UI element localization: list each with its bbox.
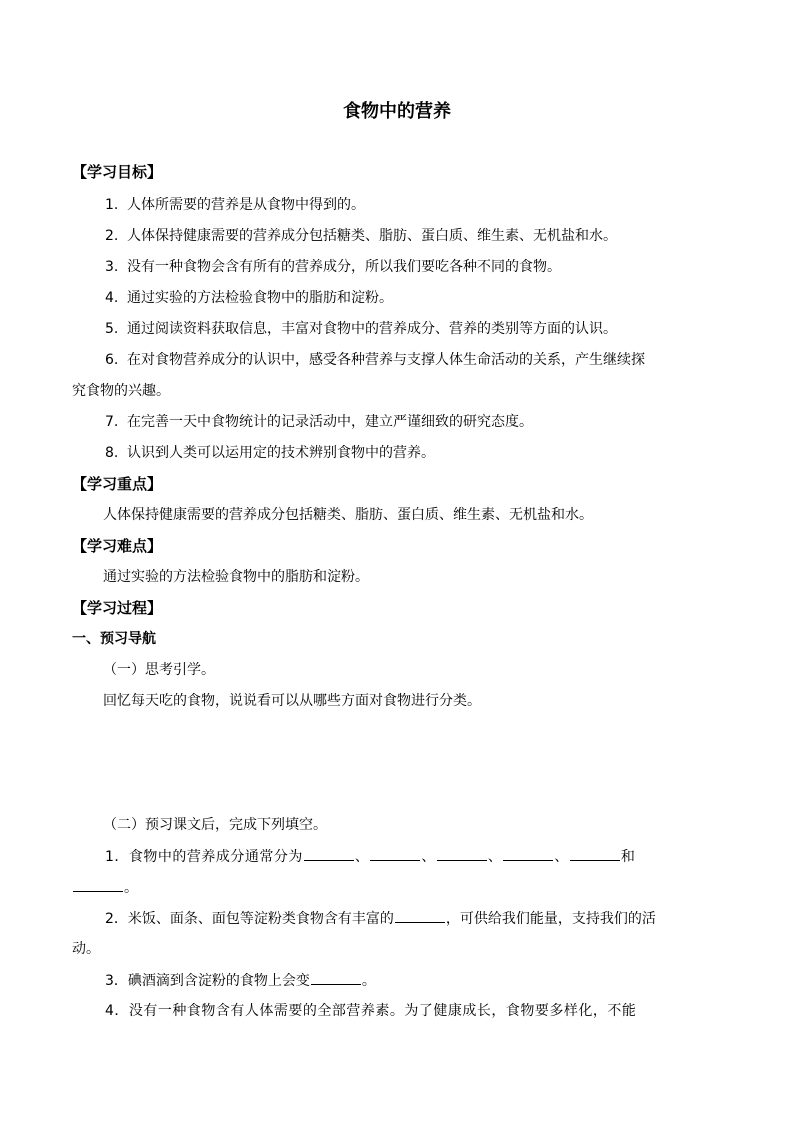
objective-item <box>105 443 435 463</box>
separator: 、 <box>554 849 569 865</box>
objective-text: 认识到人类可以运用定的技术辨别食物中的营养。 <box>127 445 435 461</box>
question-number: 1． <box>105 849 129 865</box>
sentence-end: 。 <box>361 973 376 989</box>
answer-blank[interactable] <box>311 970 361 985</box>
objective-number: 1. <box>105 197 119 213</box>
objectives-heading: 【学习目标】 <box>72 163 163 181</box>
objective-number: 2. <box>105 228 119 244</box>
separator: 、 <box>421 849 436 865</box>
subsection-text: 回忆每天吃的食物，说说看可以从哪些方面对食物进行分类。 <box>103 693 481 709</box>
question-text: 碘酒滴到含淀粉的食物上会变 <box>127 973 310 989</box>
key-points-heading: 【学习重点】 <box>72 475 163 493</box>
answer-blank[interactable] <box>570 846 620 861</box>
objective-text: 没有一种食物会含有所有的营养成分，所以我们要吃各种不同的食物。 <box>127 259 561 275</box>
answer-blank[interactable] <box>395 908 445 923</box>
answer-blank[interactable] <box>304 846 354 861</box>
difficulties-heading: 【学习难点】 <box>72 537 163 555</box>
answer-blank[interactable] <box>370 846 420 861</box>
objective-item <box>105 288 393 308</box>
question-3 <box>105 970 376 991</box>
answer-blank[interactable] <box>73 877 123 892</box>
objective-item <box>105 412 533 432</box>
question-text: 食物中的营养成分通常分为 <box>128 849 303 865</box>
question-text: 米饭、面条、面包等淀粉类食物含有丰富的 <box>127 911 394 927</box>
question-text: 没有一种食物含有人体需要的全部营养素。为了健康成长，食物要多样化，不能 <box>128 1003 637 1019</box>
difficulties-text: 通过实验的方法检验食物中的脂肪和淀粉。 <box>103 569 369 585</box>
separator: 、 <box>354 849 370 865</box>
key-points-text: 人体保持健康需要的营养成分包括糖类、脂肪、蛋白质、维生素、无机盐和水。 <box>103 507 593 523</box>
objective-item <box>105 350 645 370</box>
objective-number: 4. <box>105 290 119 306</box>
objective-number: 5. <box>105 321 119 337</box>
objective-item <box>105 257 561 277</box>
question-4 <box>105 1001 636 1021</box>
question-text: ，可供给我们能量，支持我们的活 <box>445 911 656 927</box>
subsection-heading: （一）思考引学。 <box>103 662 215 678</box>
objective-text: 人体保持健康需要的营养成分包括糖类、脂肪、蛋白质、维生素、无机盐和水。 <box>127 228 617 244</box>
page-title: 食物中的营养 <box>343 101 451 122</box>
process-heading: 【学习过程】 <box>72 599 163 617</box>
question-1 <box>105 846 635 867</box>
objective-item <box>105 195 365 215</box>
objective-item <box>105 226 617 246</box>
objective-number: 7. <box>105 414 119 430</box>
question-number: 4． <box>105 1003 129 1019</box>
sentence-end: 。 <box>124 880 138 896</box>
objective-text: 人体所需要的营养是从食物中得到的。 <box>127 197 365 213</box>
subsection-heading: （二）预习课文后，完成下列填空。 <box>103 817 327 833</box>
question-2 <box>105 908 656 929</box>
question-number: 2． <box>105 911 128 927</box>
answer-blank[interactable] <box>503 846 553 861</box>
objective-number: 3. <box>105 259 119 275</box>
answer-blank[interactable] <box>437 846 487 861</box>
objective-item <box>105 319 617 339</box>
section-heading: 一、预习导航 <box>72 631 156 647</box>
objective-text: 在对食物营养成分的认识中，感受各种营养与支撑人体生命活动的关系，产生继续探 <box>127 352 645 368</box>
question-number: 3． <box>105 973 128 989</box>
conjunction: 和 <box>620 849 636 865</box>
objective-text: 通过实验的方法检验食物中的脂肪和淀粉。 <box>127 290 393 306</box>
separator: 、 <box>487 849 503 865</box>
objective-number: 6. <box>105 352 119 368</box>
question-1-continuation <box>72 877 138 898</box>
objective-number: 8. <box>105 445 119 461</box>
objective-text: 通过阅读资料获取信息，丰富对食物中的营养成分、营养的类别等方面的认识。 <box>127 321 617 337</box>
question-2-continuation: 动。 <box>72 941 100 957</box>
objective-continuation: 究食物的兴趣。 <box>72 383 170 399</box>
objective-text: 在完善一天中食物统计的记录活动中，建立严谨细致的研究态度。 <box>127 414 533 430</box>
